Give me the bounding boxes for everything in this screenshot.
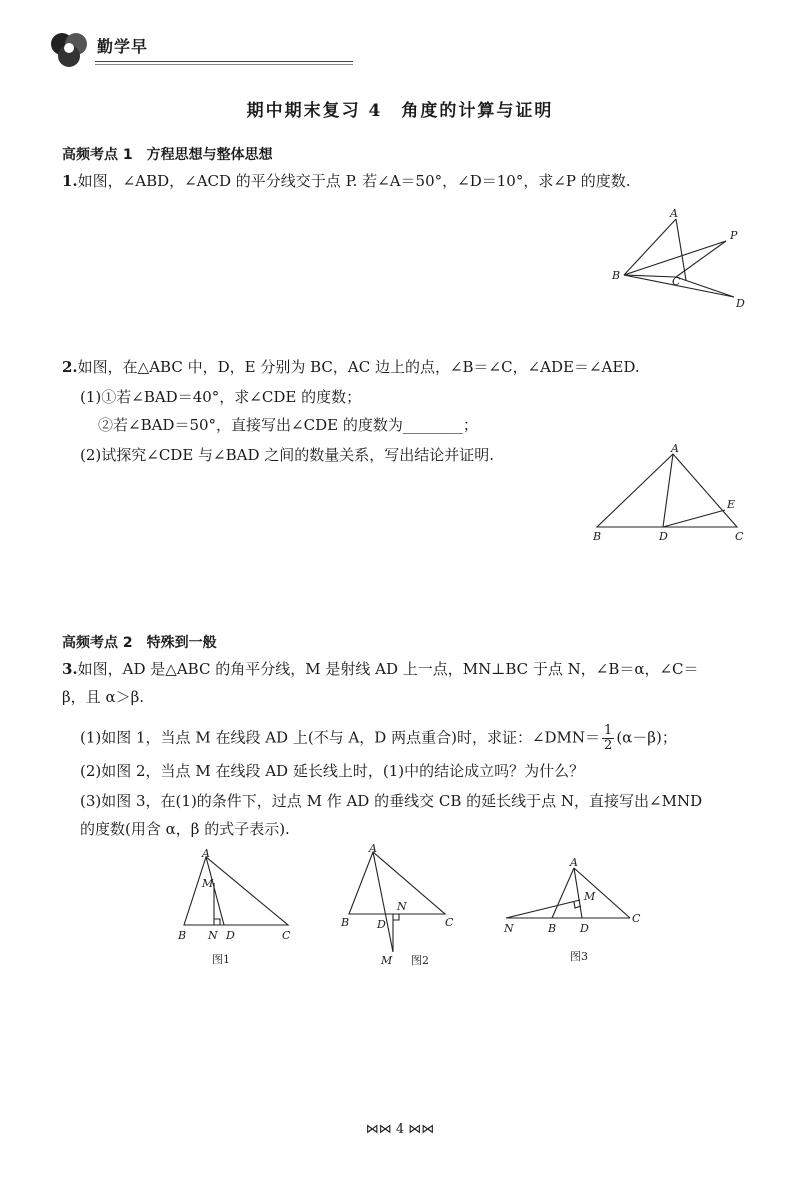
question-text: 如图，在△ABC 中，D，E 分别为 BC，AC 边上的点，∠B＝∠C，∠ADE＝∠AED. xyxy=(77,358,640,376)
point-label: C xyxy=(445,916,454,929)
point-label: D xyxy=(736,297,745,310)
figure-caption: 图1 xyxy=(212,953,230,966)
point-label: B xyxy=(341,916,350,929)
question-2-part-1a: (1)①若∠BAD＝40°，求∠CDE 的度数； xyxy=(80,388,362,406)
question-2 xyxy=(62,358,640,376)
point-label: D xyxy=(226,929,235,942)
fraction-denominator: 2 xyxy=(604,738,613,753)
page-title: 期中期末复习 4 角度的计算与证明 xyxy=(246,101,554,121)
fraction xyxy=(602,724,614,753)
fraction-numerator: 1 xyxy=(604,723,613,738)
point-label: A xyxy=(202,847,210,860)
point-label: C xyxy=(632,912,641,925)
section-heading-2: 高频考点 2 特殊到一般 xyxy=(62,635,217,651)
point-label: C xyxy=(282,929,291,942)
figure-q3-1 xyxy=(170,845,300,979)
point-label: B xyxy=(612,269,621,282)
part-text: (1)如图 1，当点 M 在线段 AD 上(不与 A，D 两点重合)时，求证：∠DMN＝ xyxy=(80,728,601,747)
point-label: C xyxy=(735,530,744,543)
point-label: M xyxy=(381,954,393,967)
page-number: 4 xyxy=(395,1122,405,1137)
point-label: D xyxy=(659,530,668,543)
logo xyxy=(46,30,92,70)
point-label: D xyxy=(377,918,386,931)
part-text: (α－β)； xyxy=(616,728,677,747)
question-2-part-2: (2)试探究∠CDE 与∠BAD 之间的数量关系，写出结论并证明. xyxy=(80,446,495,464)
point-label: N xyxy=(208,929,218,942)
point-label: M xyxy=(584,890,596,903)
point-label: B xyxy=(178,929,187,942)
point-label: D xyxy=(580,922,589,935)
figure-q1 xyxy=(610,205,760,319)
question-1 xyxy=(62,172,631,190)
point-label: A xyxy=(369,842,377,855)
figure-q2 xyxy=(585,440,755,554)
question-number: 1. xyxy=(62,172,78,190)
question-3-line-2: β，且 α＞β. xyxy=(62,688,145,706)
point-label: B xyxy=(593,530,602,543)
brand-name: 勤学早 xyxy=(97,37,149,56)
point-label: B xyxy=(548,922,557,935)
point-label: C xyxy=(672,275,681,288)
question-3-part-1 xyxy=(80,724,677,753)
question-text: 如图，AD 是△ABC 的角平分线，M 是射线 AD 上一点，MN⊥BC 于点 N，∠B＝α，∠C＝ xyxy=(77,660,699,678)
point-label: N xyxy=(504,922,514,935)
point-label: A xyxy=(671,442,679,455)
footer-ornament-left: ⋈⋈ xyxy=(365,1122,396,1137)
header-rule xyxy=(95,61,353,62)
question-text: 如图，∠ABD，∠ACD 的平分线交于点 P. 若∠A＝50°，∠D＝10°，求∠P 的度数. xyxy=(77,172,631,190)
page-footer xyxy=(0,1122,800,1137)
question-2-part-1b: ②若∠BAD＝50°，直接写出∠CDE 的度数为________； xyxy=(98,416,478,434)
figure-caption: 图3 xyxy=(570,950,588,963)
question-3-part-3b: 的度数(用含 α，β 的式子表示). xyxy=(80,820,290,838)
section-heading-1: 高频考点 1 方程思想与整体思想 xyxy=(62,147,273,163)
point-label: A xyxy=(670,207,678,220)
footer-ornament-right: ⋈⋈ xyxy=(404,1122,435,1137)
point-label: M xyxy=(202,877,214,890)
header-rule-thin xyxy=(95,64,353,65)
question-number: 2. xyxy=(62,358,78,376)
figure-q3-3 xyxy=(500,850,650,979)
figure-caption: 图2 xyxy=(411,954,429,967)
point-label: N xyxy=(397,900,407,913)
point-label: P xyxy=(730,229,738,242)
question-3-part-2: (2)如图 2，当点 M 在线段 AD 延长线上时，(1)中的结论成立吗？为什么？ xyxy=(80,762,585,780)
figure-q3-2 xyxy=(335,840,465,979)
question-number: 3. xyxy=(62,660,78,678)
point-label: A xyxy=(570,856,578,869)
point-label: E xyxy=(727,498,736,511)
question-3 xyxy=(62,660,699,678)
question-3-part-3a: (3)如图 3，在(1)的条件下，过点 M 作 AD 的垂线交 CB 的延长线于点 N，直接写出∠MND xyxy=(80,792,703,810)
